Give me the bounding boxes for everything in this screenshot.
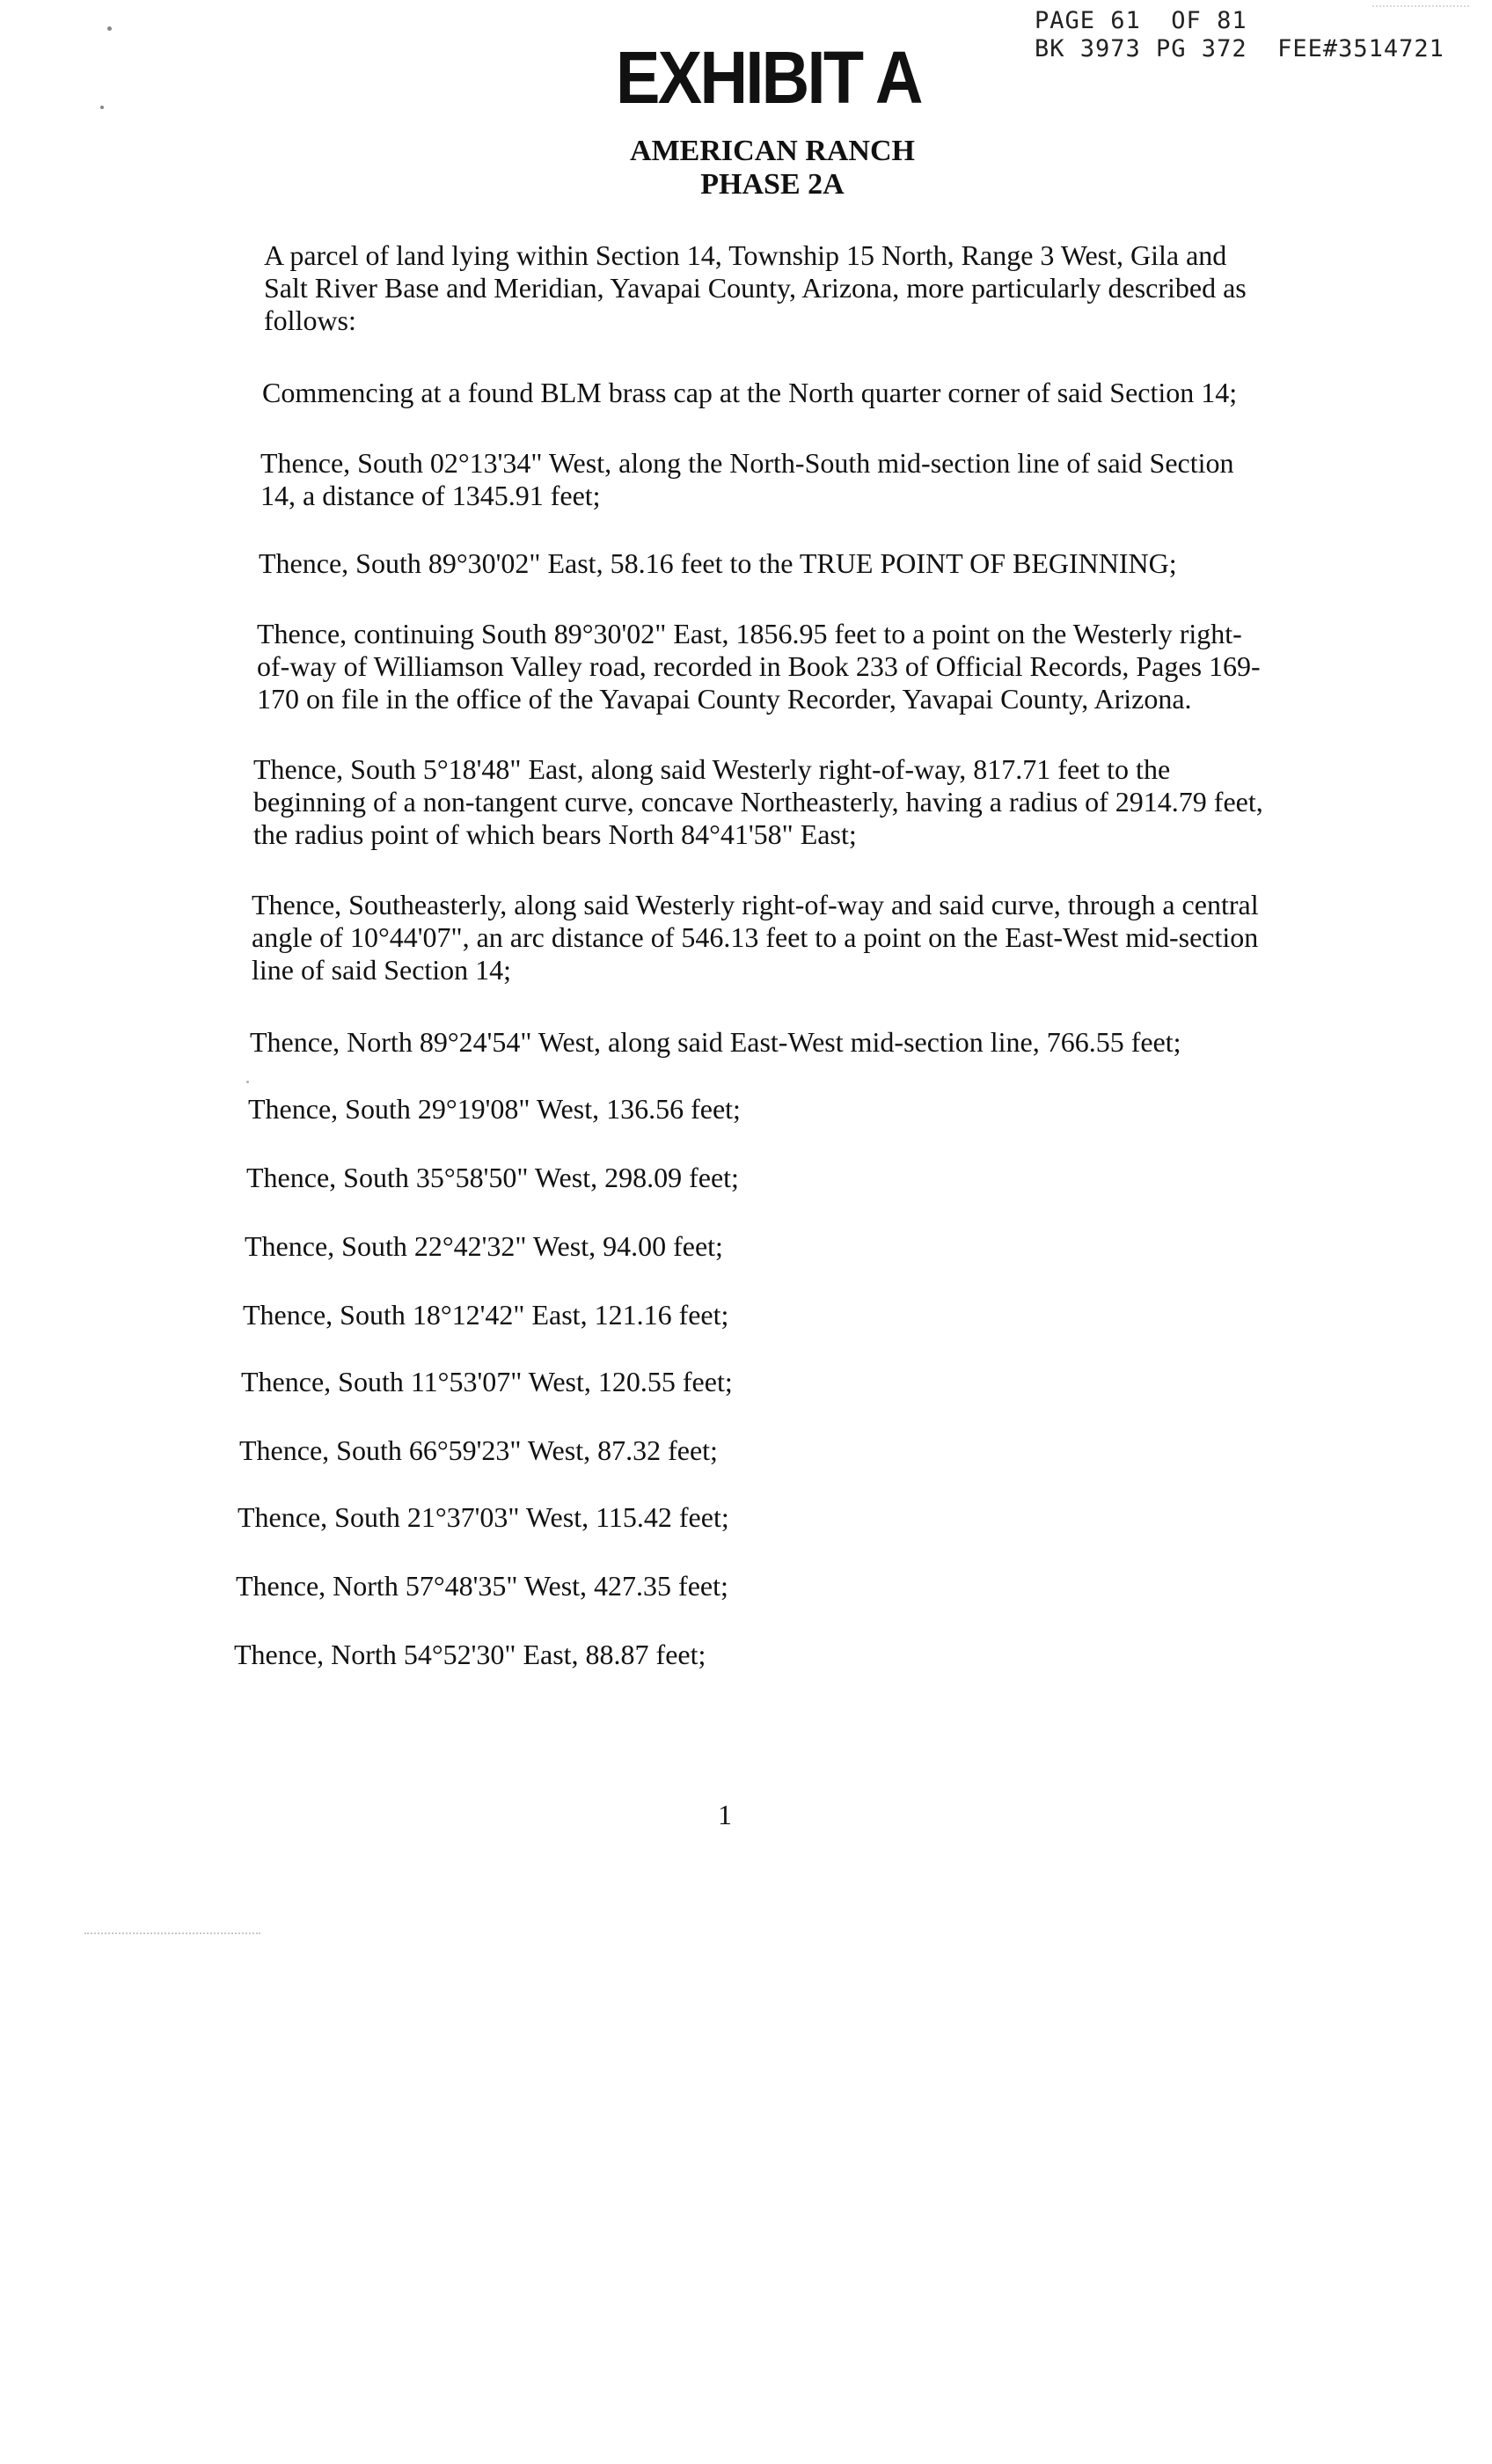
course-paragraph: Thence, North 57°48'35" West, 427.35 feet; (236, 1570, 728, 1602)
course-paragraph: Thence, North 89°24'54" West, along said East-West mid-section line, 766.55 feet; (250, 1026, 1181, 1058)
commencing-paragraph: Commencing at a found BLM brass cap at the North quarter corner of said Section 14; (262, 377, 1238, 408)
scan-speck (100, 106, 104, 109)
course-paragraph: Thence, South 11°53'07" West, 120.55 feet; (241, 1366, 733, 1397)
recording-stamp-page: PAGE 61 OF 81 (1035, 7, 1247, 34)
project-name: AMERICAN RANCH (630, 135, 915, 167)
course-paragraph: Thence, North 54°52'30" East, 88.87 feet; (234, 1639, 706, 1670)
course-paragraph: Thence, South 5°18'48" East, along said Westerly right-of-way, 817.71 feet to the beginning of a non-tangent curve, concave Northeasterly, having a radius of 2914.79 feet, the radius point of which bears North 84°41'58" East; (253, 753, 1263, 850)
course-paragraph: Thence, South 29°19'08" West, 136.56 feet; (248, 1093, 741, 1125)
course-paragraph: Thence, South 66°59'23" West, 87.32 feet; (239, 1434, 718, 1466)
scan-speck (107, 26, 112, 31)
course-paragraph: Thence, South 22°42'32" West, 94.00 feet; (245, 1230, 723, 1262)
course-paragraph: Thence, continuing South 89°30'02" East, 1856.95 feet to a point on the Westerly right- of-way of Williamson Valley road, recorded in Book 233 of Official Records, Pages 169- 170 on file in the office of the Yavapai County Recorder, Yavapai County, Arizona. (257, 618, 1261, 715)
course-paragraph: Thence, South 89°30'02" East, 58.16 feet to the TRUE POINT OF BEGINNING; (259, 547, 1177, 579)
course-paragraph: Thence, Southeasterly, along said Westerly right-of-way and said curve, through a central angle of 10°44'07", an arc distance of 546.13 feet to a point on the East-West mid-section line of said Section 14; (252, 889, 1259, 986)
scan-artifact (1372, 5, 1469, 7)
scan-artifact (84, 1932, 260, 1934)
course-paragraph: Thence, South 02°13'34" West, along the North-South mid-section line of said Section 14, a distance of 1345.91 feet; (260, 447, 1234, 511)
phase-name: PHASE 2A (700, 168, 845, 201)
scan-speck (246, 1081, 249, 1083)
exhibit-title: EXHIBIT A (616, 36, 921, 119)
course-paragraph: Thence, South 18°12'42" East, 121.16 feet; (243, 1299, 729, 1331)
course-paragraph: Thence, South 35°58'50" West, 298.09 feet; (246, 1162, 739, 1193)
intro-paragraph: A parcel of land lying within Section 14, Township 15 North, Range 3 West, Gila and Salt River Base and Meridian, Yavapai County, Arizona, more particularly described as follows: (264, 239, 1247, 336)
page-number: 1 (718, 1799, 732, 1830)
course-paragraph: Thence, South 21°37'03" West, 115.42 feet; (238, 1501, 729, 1533)
recording-stamp-book: BK 3973 PG 372 FEE#3514721 (1035, 35, 1444, 62)
